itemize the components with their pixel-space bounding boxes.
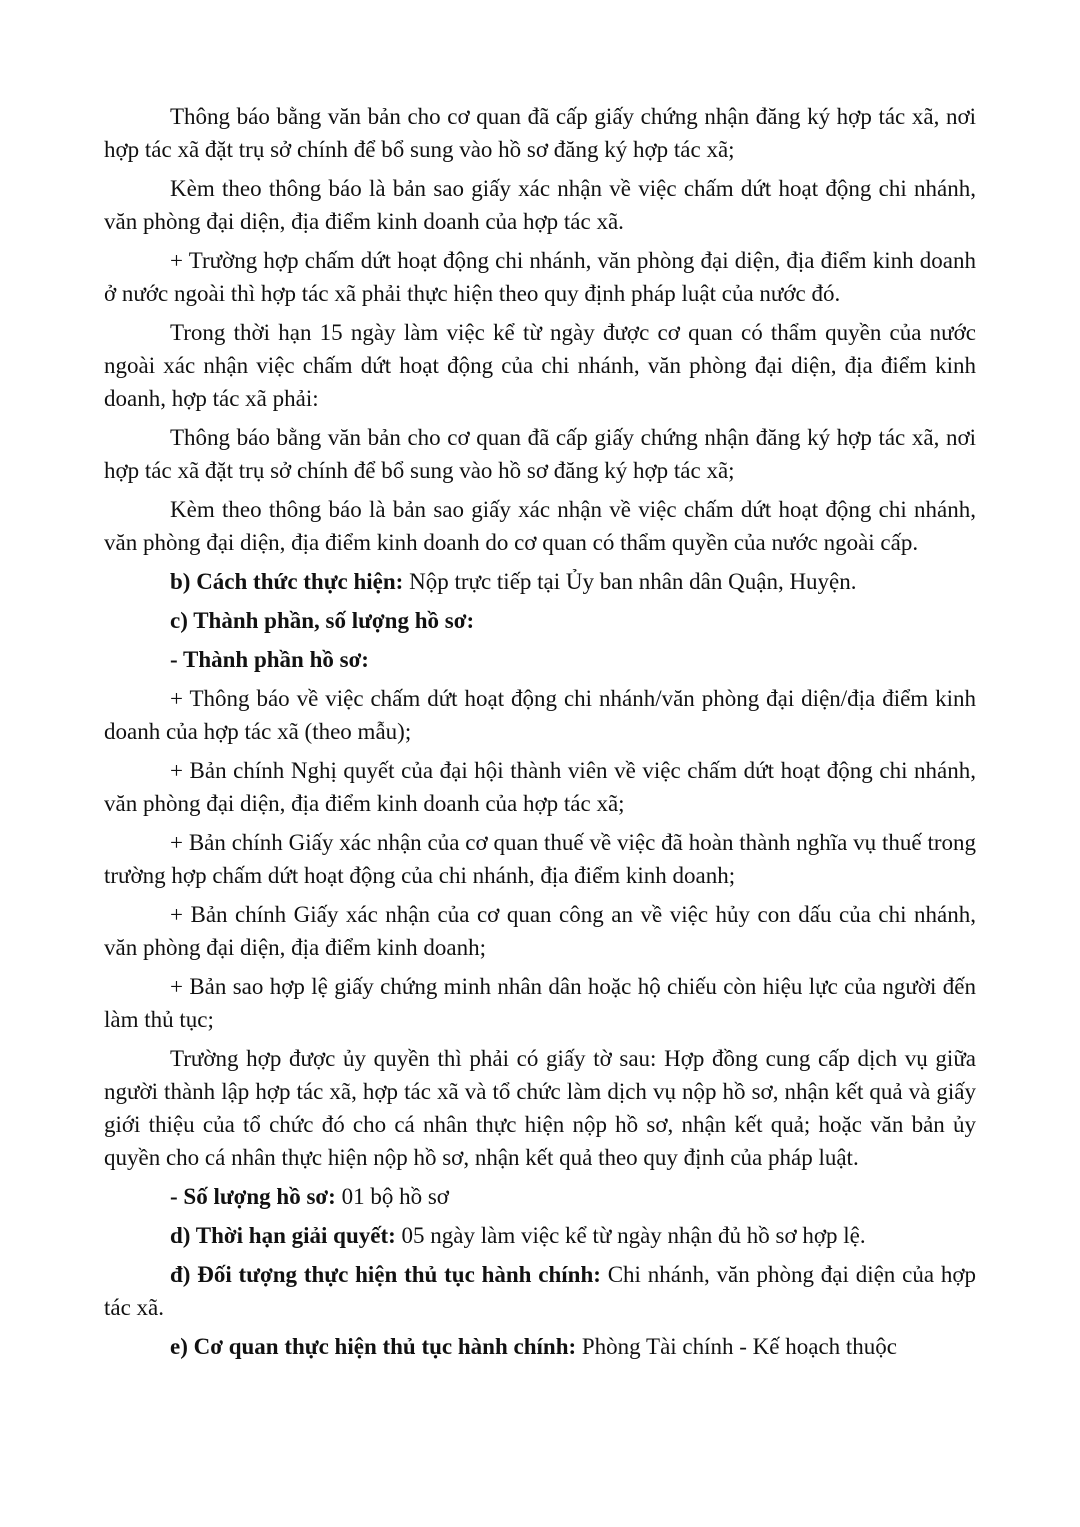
- dossier-item-police-confirmation: + Bản chính Giấy xác nhận của cơ quan công an về việc hủy con dấu của chi nhánh, văn phòng đại diện, địa điểm kinh doanh;: [104, 902, 976, 960]
- paragraph-notice-1: Thông báo bằng văn bản cho cơ quan đã cấp giấy chứng nhận đăng ký hợp tác xã, nơi hợp tác xã đặt trụ sở chính để bổ sung vào hồ sơ đăng ký hợp tác xã;: [104, 104, 976, 162]
- document-page: [104, 100, 976, 1369]
- subsection-dossier-quantity: - Số lượng hồ sơ: 01 bộ hồ sơ: [170, 1184, 449, 1209]
- subsection-dossier-components: - Thành phần hồ sơ:: [170, 647, 369, 672]
- dossier-item-resolution: + Bản chính Nghị quyết của đại hội thành viên về việc chấm dứt hoạt động chi nhánh, văn phòng đại diện, địa điểm kinh doanh của hợp tác xã;: [104, 758, 976, 816]
- dossier-item-tax-confirmation: + Bản chính Giấy xác nhận của cơ quan thuế về việc đã hoàn thành nghĩa vụ thuế trong trường hợp chấm dứt hoạt động của chi nhánh, địa điểm kinh doanh;: [104, 830, 976, 888]
- paragraph-authorization: Trường hợp được ủy quyền thì phải có giấy tờ sau: Hợp đồng cung cấp dịch vụ giữa người thành lập hợp tác xã, hợp tác xã và tổ chức làm dịch vụ nộp hồ sơ, nhận kết quả và giấy giới thiệu của tổ chức đó cho cá nhân thực hiện nộp hồ sơ, nhận kết quả; hoặc văn bản ủy quyền cho cá nhân thực hiện nộp hồ sơ, nhận kết quả theo quy định của pháp luật.: [104, 1046, 976, 1170]
- dossier-item-notice-form: + Thông báo về việc chấm dứt hoạt động chi nhánh/văn phòng đại diện/địa điểm kinh doanh của hợp tác xã (theo mẫu);: [104, 686, 976, 744]
- paragraph-attachment-1: Kèm theo thông báo là bản sao giấy xác nhận về việc chấm dứt hoạt động chi nhánh, văn phòng đại diện, địa điểm kinh doanh của hợp tác xã.: [104, 176, 976, 234]
- paragraph-deadline-15-days: Trong thời hạn 15 ngày làm việc kể từ ngày được cơ quan có thẩm quyền của nước ngoài xác nhận việc chấm dứt hoạt động của chi nhánh, văn phòng đại diện, địa điểm kinh doanh, hợp tác xã phải:: [104, 320, 976, 411]
- section-dossier: c) Thành phần, số lượng hồ sơ:: [170, 608, 475, 633]
- section-method: b) Cách thức thực hiện: Nộp trực tiếp tại Ủy ban nhân dân Quận, Huyện.: [170, 569, 857, 594]
- dossier-item-id-copy: + Bản sao hợp lệ giấy chứng minh nhân dân hoặc hộ chiếu còn hiệu lực của người đến làm thủ tục;: [104, 974, 976, 1032]
- paragraph-foreign-case: + Trường hợp chấm dứt hoạt động chi nhánh, văn phòng đại diện, địa điểm kinh doanh ở nước ngoài thì hợp tác xã phải thực hiện theo quy định pháp luật của nước đó.: [104, 248, 976, 306]
- paragraph-attachment-2: Kèm theo thông báo là bản sao giấy xác nhận về việc chấm dứt hoạt động chi nhánh, văn phòng đại diện, địa điểm kinh doanh do cơ quan có thẩm quyền của nước ngoài cấp.: [104, 497, 976, 555]
- section-subjects: đ) Đối tượng thực hiện thủ tục hành chính: Chi nhánh, văn phòng đại diện của hợp tác xã.: [104, 1262, 976, 1320]
- section-agency: e) Cơ quan thực hiện thủ tục hành chính: Phòng Tài chính - Kế hoạch thuộc: [170, 1334, 898, 1359]
- paragraph-notice-2: Thông báo bằng văn bản cho cơ quan đã cấp giấy chứng nhận đăng ký hợp tác xã, nơi hợp tác xã đặt trụ sở chính để bổ sung vào hồ sơ đăng ký hợp tác xã;: [104, 425, 976, 483]
- section-processing-time: d) Thời hạn giải quyết: 05 ngày làm việc kể từ ngày nhận đủ hồ sơ hợp lệ.: [170, 1223, 866, 1248]
